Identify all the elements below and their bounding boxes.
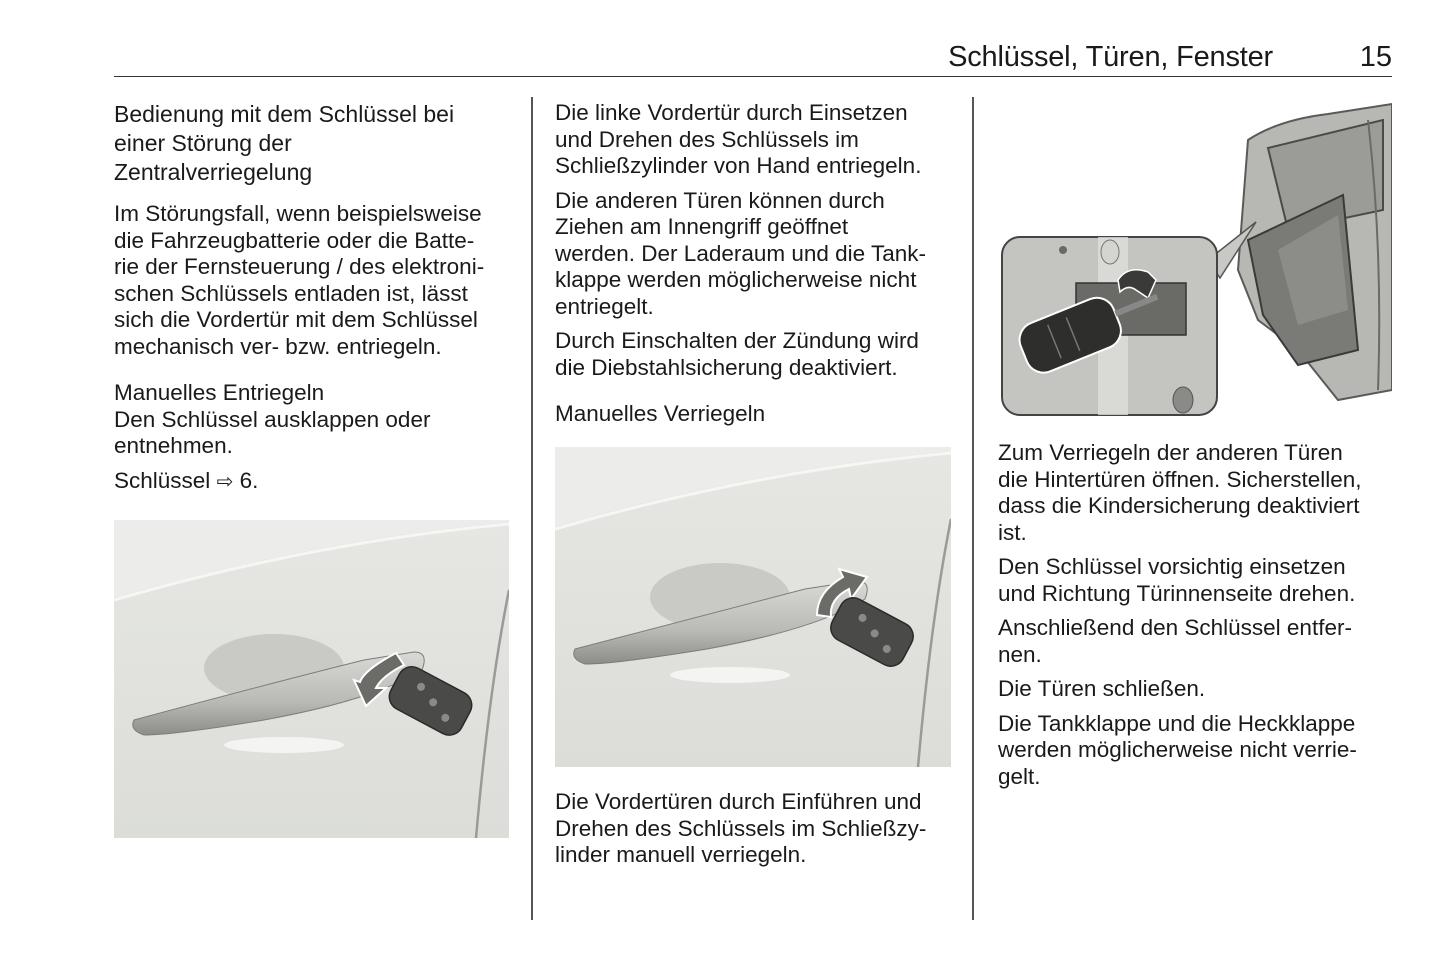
paragraph-fuel-flap-warning: Die Tankklappe und die Heckklappe werden möglicherweise nicht verrie- gelt. (998, 710, 1357, 789)
column-1 (114, 100, 514, 503)
paragraph-open-rear-doors: Zum Verriegeln der anderen Türen die Hintertüren öffnen. Sicherstellen, dass die Kindersicherung deaktiviert ist. (998, 440, 1362, 545)
rear-door-child-lock-illustration (998, 100, 1392, 418)
section-heading: Bedienung mit dem Schlüssel bei einer Störung der Zentralverriegelung (114, 101, 455, 185)
page-header (114, 40, 1392, 77)
rear-door-key-icon (998, 100, 1392, 418)
arrow-right-outline-icon: ⇨ (216, 470, 234, 493)
subheading-manual-lock: Manuelles Verriegeln (555, 401, 766, 426)
subheading-manual-unlock: Manuelles Entriegeln (114, 380, 325, 405)
chapter-title: Schlüssel, Türen, Fenster (948, 41, 1273, 73)
column-2-caption (555, 789, 955, 877)
intro-paragraph: Im Störungsfall, wenn beispielsweise die Fahrzeugbatterie oder die Batte- rie der Fernsteuerung / des elektroni- schen Schlüssels entladen ist, lässt sich die Vordertür mit dem Schlüssel mechanisch ver- bzw. entriegeln. (114, 201, 485, 359)
door-handle-lock-icon (555, 447, 951, 767)
column-divider (972, 97, 974, 920)
paragraph-insert-key: Den Schlüssel vorsichtig einsetzen und Richtung Türinnenseite drehen. (998, 554, 1356, 606)
page-number: 15 (1359, 41, 1392, 73)
cross-reference[interactable]: Schlüssel ⇨ 6. (114, 467, 259, 493)
paragraph-other-doors: Die anderen Türen können durch Ziehen am Innengriff geöffnet werden. Der Laderaum und die Tank- klappe werden möglicherweise nicht entriegelt. (555, 187, 927, 319)
door-handle-unlock-icon (114, 520, 509, 838)
column-divider (531, 97, 533, 920)
paragraph-remove-key: Anschließend den Schlüssel entfer- nen. (998, 615, 1352, 667)
column-3 (998, 440, 1393, 798)
door-handle-unlock-illustration (114, 520, 509, 838)
door-handle-lock-illustration (555, 447, 951, 767)
paragraph-close-doors: Die Türen schließen. (998, 676, 1206, 701)
column-2 (555, 100, 955, 428)
paragraph-lock-front-doors: Die Vordertüren durch Einführen und Drehen des Schlüssels im Schließzy- linder manuell verriegeln. (555, 789, 927, 867)
step-paragraph: Den Schlüssel ausklappen oder entnehmen. (114, 406, 431, 458)
paragraph-antitheft: Durch Einschalten der Zündung wird die Diebstahlsicherung deaktiviert. (555, 328, 919, 380)
paragraph-unlock-left-door: Die linke Vordertür durch Einsetzen und Drehen des Schlüssels im Schließzylinder von Hand entriegeln. (555, 100, 922, 178)
